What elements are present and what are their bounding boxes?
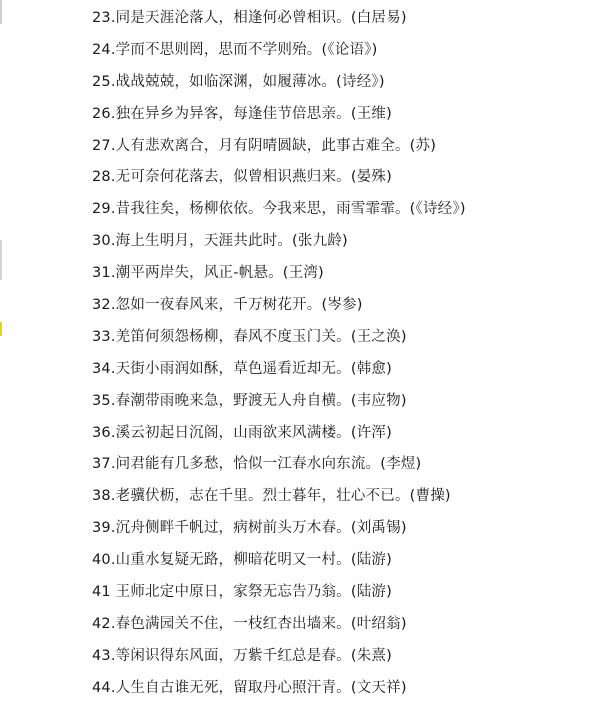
poem-quote-list: [92, 3, 466, 705]
poem-line-38: 38.老骥伏枥，志在千里。烈士暮年，壮心不已。(曹操): [92, 488, 451, 505]
poem-line-44: 44.人生自古谁无死，留取丹心照汗青。(文天祥): [92, 679, 407, 696]
poem-line-39: 39.沉舟侧畔千帆过，病树前头万木春。(刘禹锡): [92, 520, 407, 537]
poem-line-43: 43.等闲识得东风面，万紫千红总是春。(朱熹): [92, 647, 392, 664]
poem-line-29: 29.昔我往矣，杨柳依依。今我来思，雨雪霏霏。(《诗经》): [92, 201, 466, 218]
poem-line-32: 32.忽如一夜春风来，千万树花开。(岑参): [92, 297, 363, 314]
poem-line-26: 26.独在异乡为异客，每逢佳节倍思亲。(王维): [92, 105, 392, 122]
poem-line-41: 41 王师北定中原日，家祭无忘告乃翁。(陆游): [92, 584, 392, 601]
poem-line-36: 36.溪云初起日沉阁，山雨欲来风满楼。(许浑): [92, 424, 392, 441]
poem-line-40: 40.山重水复疑无路，柳暗花明又一村。(陆游): [92, 552, 392, 569]
poem-line-35: 35.春潮带雨晚来急，野渡无人舟自横。(韦应物): [92, 392, 407, 409]
poem-line-23: 23.同是天涯沦落人，相逢何必曾相识。(白居易): [92, 10, 407, 26]
left-edge-mark-top: [0, 0, 2, 24]
poem-line-28: 28.无可奈何花落去，似曾相识燕归来。(晏殊): [92, 169, 392, 186]
poem-line-30: 30.海上生明月，天涯共此时。(张九龄): [92, 233, 348, 250]
poem-line-34: 34.天街小雨润如酥，草色遥看近却无。(韩愈): [92, 360, 392, 377]
poem-line-33: 33.羌笛何须怨杨柳，春风不度玉门关。(王之涣): [92, 328, 407, 345]
left-edge-mark-yellow: [0, 322, 2, 336]
poem-line-31: 31.潮平两岸失，风正-帆悬。(王湾): [92, 265, 324, 282]
poem-line-37: 37.问君能有几多愁，恰似一江春水向东流。(李煜): [92, 456, 422, 473]
poem-line-25: 25.战战兢兢，如临深渊，如履薄冰。(诗经》): [92, 73, 385, 90]
poem-line-27: 27.人有悲欢离合，月有阴晴圆缺，此事古难全。(苏): [92, 137, 437, 154]
poem-line-24: 24.学而不思则罔，思而不学则殆。(《论语》): [92, 41, 378, 58]
left-edge-mark-middle: [0, 240, 2, 280]
poem-line-42: 42.春色满园关不住，一枝红杏出墙来。(叶绍翁): [92, 615, 407, 632]
